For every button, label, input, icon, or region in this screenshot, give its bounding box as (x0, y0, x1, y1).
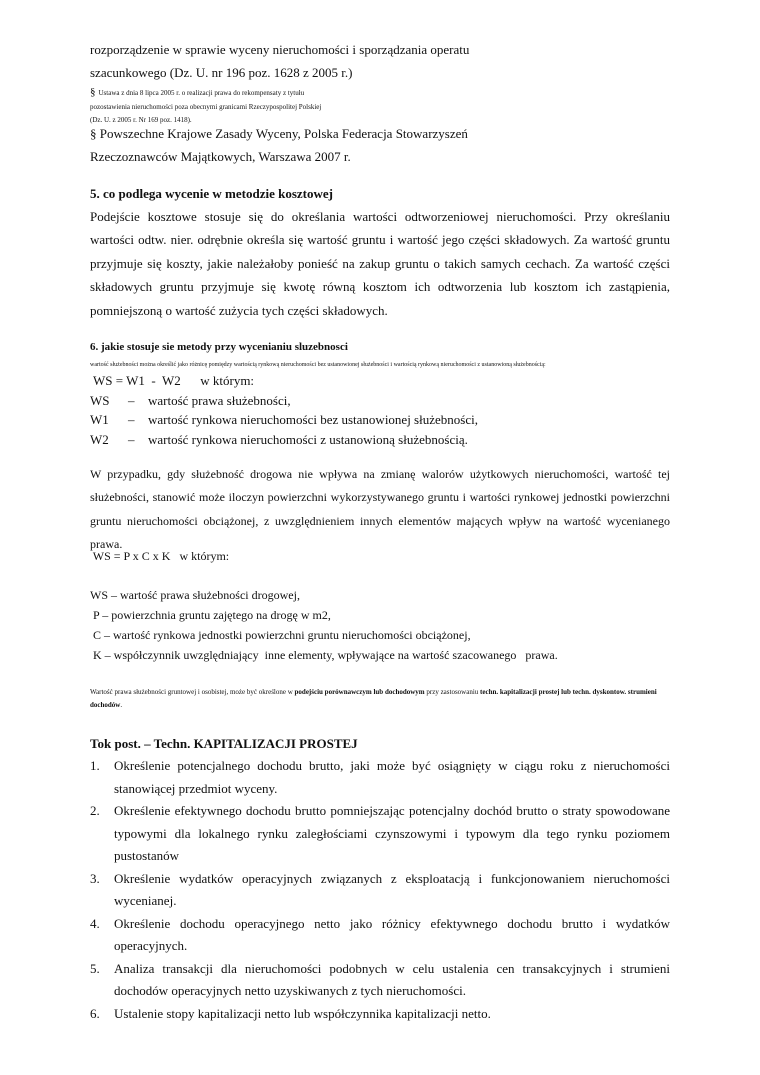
reference-line: § Powszechne Krajowe Zasady Wyceny, Polska Federacja Stowarzyszeń (90, 126, 468, 141)
list-item: 6. Ustalenie stopy kapitalizacji netto lub współczynnika kapitalizacji netto. (90, 1005, 491, 1021)
definition-row: WS – wartość prawa służebności, (90, 392, 291, 408)
section-symbol: § (90, 86, 96, 98)
definition-row: W2 – wartość rynkowa nieruchomości z ustanowioną służebnością. (90, 431, 468, 447)
list-item: 5. Analiza transakcji dla nieruchomości podobnych w celu ustalenia cen transakcyjnych i strumieni dochodów operacyjnych netto uzyskiwanych z tych nieruchomości. (90, 960, 670, 998)
steps-list (90, 755, 670, 1025)
list-item: 2. Określenie efektywnego dochodu brutto pomniejszając potencjalny dochód brutto o straty spowodowane typowymi dla lokalnego rynku zaległościami czynszowymi i typowym dla tego rynku poziomem pustostanów (90, 803, 670, 863)
formula: WS = P x C x K w którym: (90, 549, 230, 563)
tok-heading: Tok post. – Techn. KAPITALIZACJI PROSTEJ (90, 736, 358, 751)
footnote-text: (Dz. U. z 2005 r. Nr 169 poz. 1418). (90, 116, 192, 124)
section-6-heading: 6. jakie stosuje sie metody przy wycenianiu sluzebnosci (90, 341, 348, 353)
reference-line: rozporządzenie w sprawie wyceny nieruchomości i sporządzania operatu (90, 42, 470, 57)
definition-row: K – współczynnik uwzględniający inne elementy, wpływające na wartość szacowanego prawa. (90, 648, 558, 662)
easement-paragraph: W przypadku, gdy służebność drogowa nie wpływa na zmianę walorów użytkowych nieruchomości, wartość tej służebności, stanowić może iloczyn powierzchni wykorzystywanego gruntu i wartości rynkowej jednostki powierzchni gruntu nieruchomości obciążonej, z uwzględnieniem innych elementów mających wpływ na wartość wycenianego prawa. (90, 467, 670, 552)
definition-row: W1 – wartość rynkowa nieruchomości bez ustanowionej służebności, (90, 412, 478, 427)
footnote-text: Ustawa z dnia 8 lipca 2005 r. o realizacji prawa do rekompensaty z tytułu (98, 89, 305, 97)
section-5-heading: 5. co podlega wycenie w metodzie kosztowej (90, 186, 333, 201)
reference-line: Rzeczoznawców Majątkowych, Warszawa 2007 r. (90, 149, 351, 164)
footnote-reference (90, 86, 670, 127)
formula-block (90, 371, 670, 449)
list-item: 1. Określenie potencjalnego dochodu brutto, jaki może być osiągnięty w ciągu roku z nieruchomości stanowiącej przedmiot wyceny. (90, 758, 670, 796)
definition-list (90, 585, 670, 665)
list-item: 4. Określenie dochodu operacyjnego netto jako różnicy efektywnego dochodu brutto i wydatków operacyjnych. (90, 915, 670, 953)
definition-row: C – wartość rynkowa jednostki powierzchni gruntu nieruchomości obciążonej, (90, 628, 471, 642)
section-5-text: Podejście kosztowe stosuje się do określania wartości odtworzeniowej nieruchomości. Przy określaniu wartości odtw. nier. odrębnie określa się wartość gruntu i wartość jego części składowych. Za wartość gruntu przyjmuje się koszty, jakie należałoby ponieść na zakup gruntu o takich samych cechach. Za wartość części składowych gruntu przyjmuje się kwotę równą kosztom ich odtworzenia lub kosztom ich zastąpienia, pomniejszoną o wartość zużycia tych części składowych. (90, 209, 670, 318)
footnote-text: pozostawienia nieruchomości poza obecnymi granicami Rzeczypospolitej Polskiej (90, 103, 322, 111)
valuation-note: Wartość prawa służebności gruntowej i osobistej, może być określone w podejściu porównawczym lub dochodowym przy zastosowaniu techn. kapitalizacji prostej lub techn. dyskontow. strumieni dochodów. (90, 688, 657, 709)
definition-row: WS – wartość prawa służebności drogowej, (90, 588, 300, 602)
section-6-intro: wartość służebności można określić jako różnicę pomiędzy wartością rynkową nieruchomości bez ustanowionej służebności i wartością rynkową nieruchomości z ustanowioną służebnością: (90, 362, 546, 368)
definition-row: P – powierzchnia gruntu zajętego na drogę w m2, (90, 608, 331, 622)
formula: WS = W1 - W2 w którym: (90, 373, 255, 388)
reference-line: szacunkowego (Dz. U. nr 196 poz. 1628 z 2005 r.) (90, 65, 353, 80)
list-item: 3. Określenie wydatków operacyjnych związanych z eksploatacją i funkcjonowaniem nieruchomości wycenianej. (90, 870, 670, 908)
